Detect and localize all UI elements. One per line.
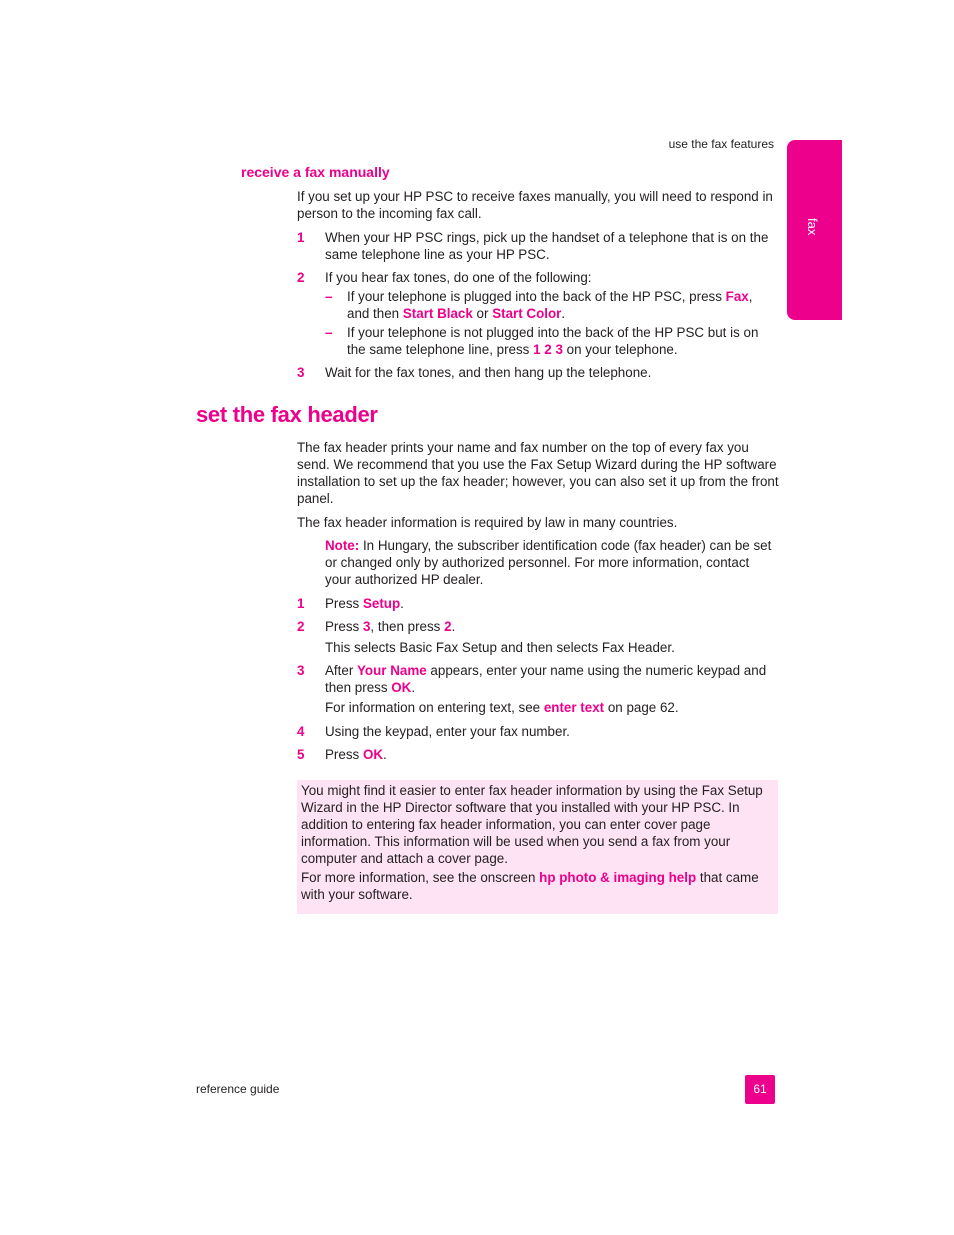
section-tab-label: fax <box>805 218 820 236</box>
fax-key: Fax <box>725 289 749 304</box>
keypad-keys: 1 2 3 <box>533 342 563 357</box>
receive-dash-2: – If your telephone is not plugged into the back of the HP PSC but is on the same telephone line, press 1 2 3 on your telephone. <box>325 325 759 357</box>
header-step-1: 1 Press Setup. <box>297 596 404 611</box>
start-black-key: Start Black <box>402 306 473 321</box>
ok-key: OK <box>362 747 384 762</box>
receive-step-3: 3 Wait for the fax tones, and then hang up the telephone. <box>297 365 652 380</box>
enter-text-link[interactable]: enter text <box>543 700 605 715</box>
tip-text: You might find it easier to enter fax header information by using the Fax Setup Wizard in the HP Director software that you installed with your HP PSC. In addition to entering fax header information, you can enter cover page information. This information will be used when you send a fax from your computer and attach a cover page. <box>301 783 763 866</box>
receive-dash-1: – If your telephone is plugged into the back of the HP PSC, press Fax, and then Start Black or Start Color. <box>325 289 753 321</box>
header-step-4: 4 Using the keypad, enter your fax number. <box>297 724 570 739</box>
section-heading: set the fax header <box>196 402 378 427</box>
receive-heading: receive a fax manually <box>241 164 390 180</box>
start-color-key: Start Color <box>492 306 562 321</box>
header-intro-1: The fax header prints your name and fax number on the top of every fax you send. We recommend that you use the Fax Setup Wizard during the HP software installation to set up the fax header; however, you can also set it up from the front panel. <box>297 440 779 506</box>
note: Note: In Hungary, the subscriber identification code (fax header) can be set or changed only by authorized personnel. For more information, contact your authorized HP dealer. <box>325 538 772 587</box>
receive-step-1: 1 When your HP PSC rings, pick up the handset of a telephone that is on the same telephone line as your HP PSC. <box>297 230 769 262</box>
setup-key: Setup <box>362 596 401 611</box>
header-step-5: 5 Press OK. <box>297 747 387 762</box>
tip-more: For more information, see the onscreen hp photo & imaging help that came with your software. <box>301 870 759 902</box>
running-header: use the fax features <box>668 137 774 151</box>
header-intro-2: The fax header information is required by law in many countries. <box>297 515 678 530</box>
help-link[interactable]: hp photo & imaging help <box>539 870 697 885</box>
ok-key: OK <box>391 680 412 695</box>
footer-title: reference guide <box>196 1082 280 1096</box>
section-tab <box>787 140 842 320</box>
key-2: 2 <box>444 619 452 634</box>
header-step-2: 2 Press 3, then press 2. This selects Basic Fax Setup and then selects Fax Header. <box>297 619 675 655</box>
tip-box <box>297 780 778 914</box>
receive-step-2: 2 If you hear fax tones, do one of the following: <box>297 270 592 285</box>
header-step-3: 3 After Your Name appears, enter your name using the numeric keypad and then press OK. For information on entering text, see enter text on page 62. <box>297 663 767 715</box>
receive-intro: If you set up your HP PSC to receive faxes manually, you will need to respond in person to the incoming fax call. <box>297 189 773 221</box>
note-label: Note: <box>325 538 360 553</box>
your-name-prompt: Your Name <box>357 663 427 678</box>
key-3: 3 <box>362 619 371 634</box>
page-number: 61 <box>745 1075 775 1104</box>
